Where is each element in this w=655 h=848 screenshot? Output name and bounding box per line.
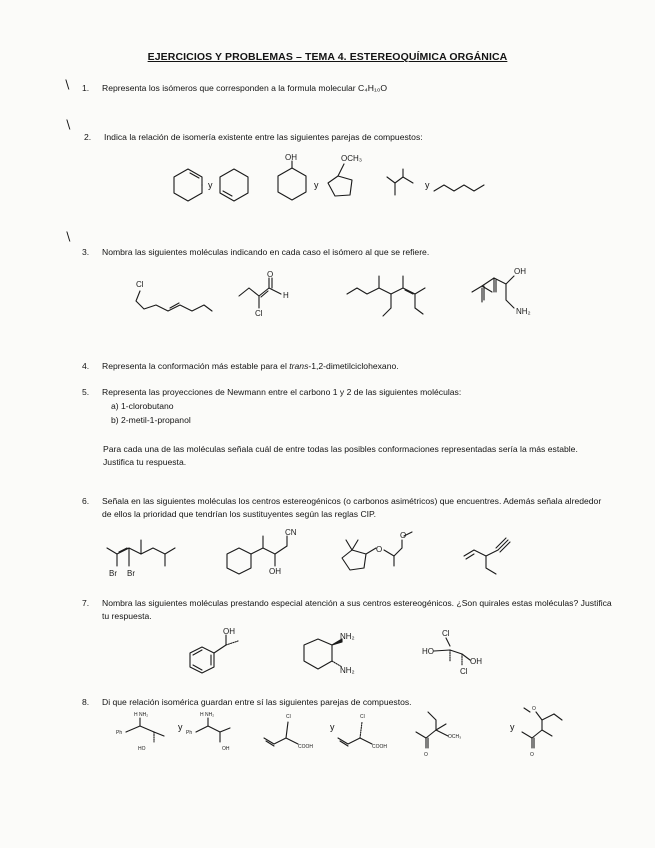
- q2-pair-2-right-molecule: [322, 152, 382, 208]
- pair-separator-y: y: [425, 180, 430, 190]
- svg-text:O: O: [376, 545, 383, 554]
- q6-molecule-4: [462, 528, 532, 583]
- check-mark-icon: ∖: [64, 118, 72, 132]
- svg-text:OH: OH: [223, 627, 235, 636]
- q2-pair-2-left-molecule: [270, 152, 314, 208]
- svg-text:Br: Br: [109, 569, 117, 578]
- pair-separator-y: y: [208, 180, 213, 190]
- svg-text:OH: OH: [470, 657, 482, 666]
- q6-molecule-1: [105, 532, 195, 582]
- svg-text:H NH₂: H NH₂: [134, 712, 149, 718]
- check-mark-icon: ∖: [64, 230, 72, 244]
- svg-text:OH: OH: [285, 153, 297, 162]
- svg-text:H NH₂: H NH₂: [200, 712, 215, 718]
- svg-text:OH: OH: [514, 267, 526, 276]
- q6-molecule-2: [225, 528, 315, 583]
- svg-text:Cl: Cl: [460, 667, 468, 676]
- worksheet-page: EJERCICIOS Y PROBLEMAS – TEMA 4. ESTEREOQUÍMICA ORGÁNICA ∖ ∖ ∖ 1. Representa los isómeros que corresponden a la formula molecular C₄H₁₀O 2. Indica la relación de isomería existente entre las siguientes parejas de compuestos: y OH y OCH₃ y 3. Nombra las siguientes moléculas indicando en cada caso el isómero al que se refiere. Cl O H Cl OH NH₂ 4. Representa la conformación más estable para el trans-1,2-dimetilciclohexano. 5. Representa las proyecciones de Newmann entre el carbono 1 y 2 de las siguientes moléculas: a) 1-clorobutano b) 2-metil-1-propanol Para cada una de las moléculas señala cuál de entre todas las posibles conformaciones representadas sería la más estable. Justifica tu respuesta. 6. Señala en las siguientes moléculas los centros estereogénicos (o carbonos asimétricos) que encuentres. Además señala alrededor de ellos la prioridad que tendrían los sustituyentes según las reglas CIP. Br Br CN OH O O 7. Nombra las siguientes moléculas prestando especial atención a sus centros estereogénicos. ¿Son quirales estas moléculas? Justifica tu respuesta. OH NH₂ NH₂ Cl HO OH Cl 8. Di que relación isomérica guardan entre sí las siguientes parejas de compuestos. H NH₂ Ph HO y H NH₂ Ph OH Cl COOH y Cl COOH O OCH₃ y O O: [0, 0, 655, 848]
- svg-text:O: O: [530, 752, 534, 758]
- svg-text:NH₂: NH₂: [340, 666, 355, 675]
- question-5-paragraph: Para cada una de las moléculas señala cuál de entre todas las posibles conformaciones representadas sería la más estable. Justifica tu respuesta.: [103, 444, 578, 467]
- svg-text:Cl: Cl: [442, 629, 450, 638]
- svg-text:Ph: Ph: [116, 730, 123, 736]
- q8-pair-1-right-molecule: [186, 708, 246, 756]
- q8-pair-3-right-molecule: [518, 700, 588, 760]
- svg-text:O: O: [532, 706, 536, 712]
- svg-text:Cl: Cl: [255, 309, 263, 318]
- svg-text:COOH: COOH: [372, 744, 387, 750]
- svg-text:COOH: COOH: [298, 744, 313, 750]
- question-5-item-a: a) 1-clorobutano: [111, 401, 174, 411]
- q6-molecule-3: [338, 530, 428, 585]
- q7-molecule-2: [300, 625, 370, 680]
- pair-separator-y: y: [314, 180, 319, 190]
- svg-text:HO: HO: [138, 746, 146, 752]
- svg-text:Cl: Cl: [286, 714, 291, 720]
- svg-text:O: O: [400, 531, 407, 540]
- question-5-item-b: b) 2-metil-1-propanol: [111, 415, 191, 425]
- check-mark-icon: ∖: [63, 78, 71, 92]
- pair-separator-y: y: [510, 722, 515, 732]
- svg-text:NH₂: NH₂: [340, 632, 355, 641]
- svg-text:OH: OH: [269, 567, 281, 576]
- q3-molecule-3: [345, 272, 435, 322]
- page-title: EJERCICIOS Y PROBLEMAS – TEMA 4. ESTEREOQUÍMICA ORGÁNICA: [147, 51, 508, 63]
- q3-molecule-1: [128, 275, 218, 320]
- svg-text:OH: OH: [222, 746, 230, 752]
- svg-text:OCH₃: OCH₃: [341, 154, 363, 163]
- svg-text:H: H: [283, 291, 289, 300]
- svg-text:Br: Br: [127, 569, 135, 578]
- svg-text:CN: CN: [285, 528, 297, 537]
- q8-pair-2-left-molecule: [262, 710, 332, 758]
- q7-molecule-3: [418, 628, 498, 683]
- q2-pair-1-right-molecule: [216, 165, 252, 205]
- q2-pair-3-left-molecule: [383, 165, 423, 205]
- q3-molecule-2: [237, 270, 307, 325]
- q8-pair-3-left-molecule: [414, 706, 504, 761]
- svg-text:NH₂: NH₂: [516, 307, 531, 316]
- pair-separator-y: y: [330, 722, 335, 732]
- svg-text:O: O: [424, 752, 428, 758]
- q2-pair-3-right-molecule: [432, 165, 492, 205]
- q2-pair-1-left-molecule: [170, 165, 206, 205]
- q3-molecule-4: [470, 262, 550, 327]
- q8-pair-1-left-molecule: [114, 708, 184, 756]
- svg-text:Cl: Cl: [360, 714, 365, 720]
- svg-text:OCH₃: OCH₃: [448, 734, 462, 740]
- svg-text:Cl: Cl: [136, 280, 144, 289]
- pair-separator-y: y: [178, 722, 183, 732]
- q7-molecule-1: [188, 625, 258, 680]
- q8-pair-2-right-molecule: [336, 710, 406, 758]
- svg-text:HO: HO: [422, 647, 434, 656]
- svg-text:Ph: Ph: [186, 730, 193, 736]
- svg-text:O: O: [267, 270, 274, 279]
